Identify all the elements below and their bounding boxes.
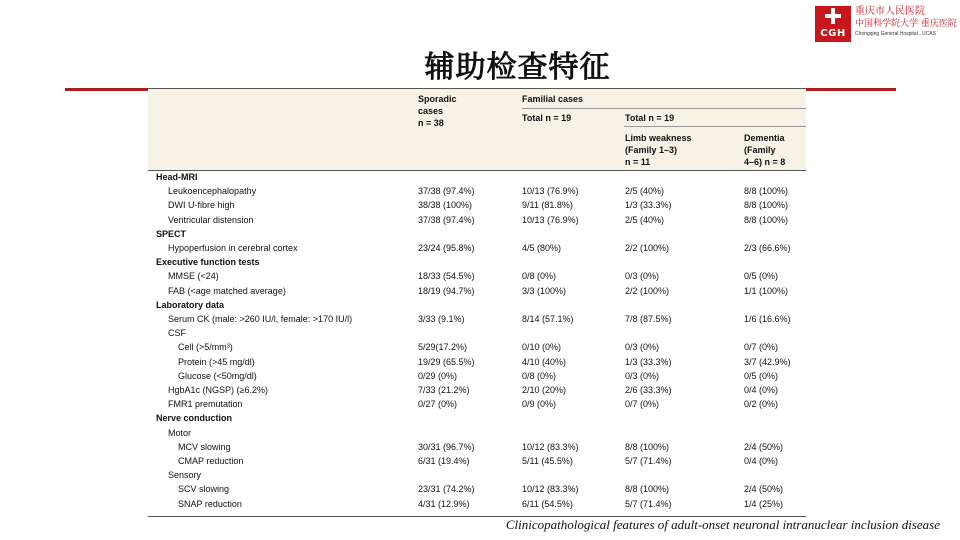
table-cell: 30/31 (96.7%) bbox=[418, 441, 475, 452]
row-label: Protein (>45 mg/dl) bbox=[178, 356, 255, 367]
table-cell: 10/13 (76.9%) bbox=[522, 214, 579, 225]
figure-caption: Clinicopathological features of adult-onset neuronal intranuclear inclusion disease bbox=[505, 517, 940, 532]
table-cell: 7/33 (21.2%) bbox=[418, 385, 470, 395]
table-header-rule bbox=[148, 170, 806, 171]
header-sporadic-2: cases bbox=[418, 106, 444, 116]
table-cell: 9/11 (81.8%) bbox=[522, 200, 573, 211]
header-dementia-2: (Family bbox=[744, 145, 776, 155]
table-cell: 8/8 (100%) bbox=[744, 200, 789, 211]
table-cell: 0/3 (0%) bbox=[625, 342, 660, 353]
section-heading: Nerve conduction bbox=[156, 413, 233, 424]
table-cell: 4/5 (80%) bbox=[522, 243, 562, 253]
row-label: Leukoencephalopathy bbox=[168, 186, 257, 197]
table-cell: 1/4 (25%) bbox=[744, 498, 784, 509]
table-cell: 3/7 (42.9%) bbox=[744, 356, 791, 367]
table-cell: 8/8 (100%) bbox=[744, 186, 789, 197]
table-cell: 2/4 (50%) bbox=[744, 441, 784, 452]
table-cell: 0/7 (0%) bbox=[744, 342, 779, 353]
table-cell: 2/6 (33.3%) bbox=[625, 385, 672, 395]
features-table bbox=[148, 88, 806, 517]
logo-line-3: Chongqing General Hospital , UCAS bbox=[855, 31, 936, 37]
header-total-a: Total n = 19 bbox=[522, 113, 572, 123]
table-cell: 0/27 (0%) bbox=[418, 399, 458, 410]
table-cell: 3/33 (9.1%) bbox=[418, 314, 465, 324]
table-cell: 0/29 (0%) bbox=[418, 370, 458, 381]
header-limb-3: n = 11 bbox=[625, 157, 651, 167]
table-cell: 0/8 (0%) bbox=[522, 370, 557, 381]
table-cell: 7/8 (87.5%) bbox=[625, 314, 672, 324]
row-label: DWI U-fibre high bbox=[168, 200, 235, 211]
header-sporadic-1: Sporadic bbox=[418, 94, 457, 104]
table-cell: 5/7 (71.4%) bbox=[625, 498, 672, 509]
table-cell: 37/38 (97.4%) bbox=[418, 214, 475, 225]
row-label: SCV slowing bbox=[178, 484, 230, 495]
section-heading: Laboratory data bbox=[156, 299, 225, 310]
row-label: Cell (>5/mm³) bbox=[178, 342, 233, 353]
table-cell: 2/5 (40%) bbox=[625, 186, 665, 197]
table-top-rule bbox=[148, 88, 806, 89]
hospital-logo bbox=[815, 6, 955, 44]
table-cell: 4/10 (40%) bbox=[522, 356, 567, 367]
row-label: Glucose (<50mg/dl) bbox=[178, 370, 257, 381]
table-cell: 8/8 (100%) bbox=[744, 214, 789, 225]
section-heading: SPECT bbox=[156, 228, 187, 239]
table-cell: 23/24 (95.8%) bbox=[418, 243, 475, 253]
header-familial: Familial cases bbox=[522, 94, 584, 104]
table-cell: 2/2 (100%) bbox=[625, 285, 670, 296]
table-cell: 4/31 (12.9%) bbox=[418, 498, 470, 509]
table-cell: 2/3 (66.6%) bbox=[744, 243, 791, 253]
table-cell: 1/1 (100%) bbox=[744, 285, 789, 296]
table-cell: 0/5 (0%) bbox=[744, 271, 779, 282]
table-cell: 10/12 (83.3%) bbox=[522, 484, 579, 495]
header-total-b: Total n = 19 bbox=[625, 113, 675, 123]
table-cell: 5/11 (45.5%) bbox=[522, 456, 573, 466]
row-label: Motor bbox=[168, 427, 192, 438]
table-cell: 0/7 (0%) bbox=[625, 399, 660, 410]
row-label: Serum CK (male: >260 IU/l, female: >170 IU/l) bbox=[168, 314, 353, 324]
row-label: Hypoperfusion in cerebral cortex bbox=[168, 243, 298, 253]
row-label: FAB (<age matched average) bbox=[168, 285, 286, 296]
title-rule-left bbox=[65, 88, 148, 91]
table-cell: 0/9 (0%) bbox=[522, 399, 557, 410]
logo-text bbox=[855, 6, 955, 38]
row-label: MMSE (<24) bbox=[168, 271, 219, 282]
logo-badge-text: CGH bbox=[820, 28, 846, 39]
header-sporadic-3: n = 38 bbox=[418, 118, 444, 128]
logo-line-2: 中国科学院大学 重庆医院 bbox=[855, 19, 957, 29]
row-label: FMR1 premutation bbox=[168, 399, 243, 410]
table-cell: 1/3 (33.3%) bbox=[625, 200, 672, 211]
table-cell: 2/2 (100%) bbox=[625, 243, 670, 253]
hospital-cross-icon bbox=[815, 6, 851, 42]
header-limb-1: Limb weakness bbox=[625, 133, 692, 143]
header-dementia-3: 4–6) n = 8 bbox=[744, 157, 786, 167]
table-cell: 3/3 (100%) bbox=[522, 285, 567, 296]
table-cell: 2/4 (50%) bbox=[744, 484, 784, 495]
row-label: HgbA1c (NGSP) (≥6.2%) bbox=[168, 385, 268, 395]
row-label: Ventricular distension bbox=[168, 214, 254, 225]
table-cell: 23/31 (74.2%) bbox=[418, 484, 475, 495]
title-rule-right bbox=[806, 88, 896, 91]
table-cell: 1/3 (33.3%) bbox=[625, 356, 672, 367]
familial-rule bbox=[522, 108, 806, 109]
table-cell: 0/8 (0%) bbox=[522, 271, 557, 282]
slide-title: 辅助检查特征 bbox=[424, 50, 611, 85]
table-cell: 6/31 (19.4%) bbox=[418, 456, 470, 466]
table-cell: 8/14 (57.1%) bbox=[522, 314, 574, 324]
table-header-background bbox=[148, 88, 806, 170]
section-heading: Executive function tests bbox=[156, 257, 260, 268]
table-cell: 10/13 (76.9%) bbox=[522, 186, 579, 197]
row-label: CSF bbox=[168, 328, 186, 339]
table-cell: 0/2 (0%) bbox=[744, 399, 779, 410]
section-heading: Head-MRI bbox=[156, 172, 198, 182]
table-cell: 0/3 (0%) bbox=[625, 370, 660, 381]
row-label: MCV slowing bbox=[178, 441, 231, 452]
table-cell: 2/5 (40%) bbox=[625, 214, 665, 225]
header-dementia-1: Dementia bbox=[744, 133, 785, 143]
row-label: SNAP reduction bbox=[178, 498, 242, 509]
table-cell: 10/12 (83.3%) bbox=[522, 441, 579, 452]
table-cell: 2/10 (20%) bbox=[522, 385, 567, 395]
table-cell: 0/5 (0%) bbox=[744, 370, 779, 381]
table-cell: 5/7 (71.4%) bbox=[625, 456, 672, 466]
table-cell: 18/33 (54.5%) bbox=[418, 271, 475, 282]
table-cell: 0/3 (0%) bbox=[625, 271, 660, 282]
header-limb-2: (Family 1–3) bbox=[625, 145, 678, 155]
table-cell: 0/4 (0%) bbox=[744, 456, 779, 466]
table-cell: 0/4 (0%) bbox=[744, 385, 779, 395]
table-cell: 38/38 (100%) bbox=[418, 200, 473, 211]
table-cell: 0/10 (0%) bbox=[522, 342, 562, 353]
table-cell: 5/29(17.2%) bbox=[418, 342, 468, 353]
table-cell: 8/8 (100%) bbox=[625, 441, 670, 452]
total-rule bbox=[624, 126, 806, 127]
table-cell: 8/8 (100%) bbox=[625, 484, 670, 495]
row-label: Sensory bbox=[168, 470, 202, 481]
table-cell: 37/38 (97.4%) bbox=[418, 186, 475, 197]
table-cell: 19/29 (65.5%) bbox=[418, 356, 475, 367]
table-cell: 6/11 (54.5%) bbox=[522, 498, 573, 509]
row-label: CMAP reduction bbox=[178, 456, 244, 466]
logo-line-1: 重庆市人民医院 bbox=[855, 6, 925, 17]
table-cell: 18/19 (94.7%) bbox=[418, 285, 475, 296]
table-cell: 1/6 (16.6%) bbox=[744, 314, 791, 324]
